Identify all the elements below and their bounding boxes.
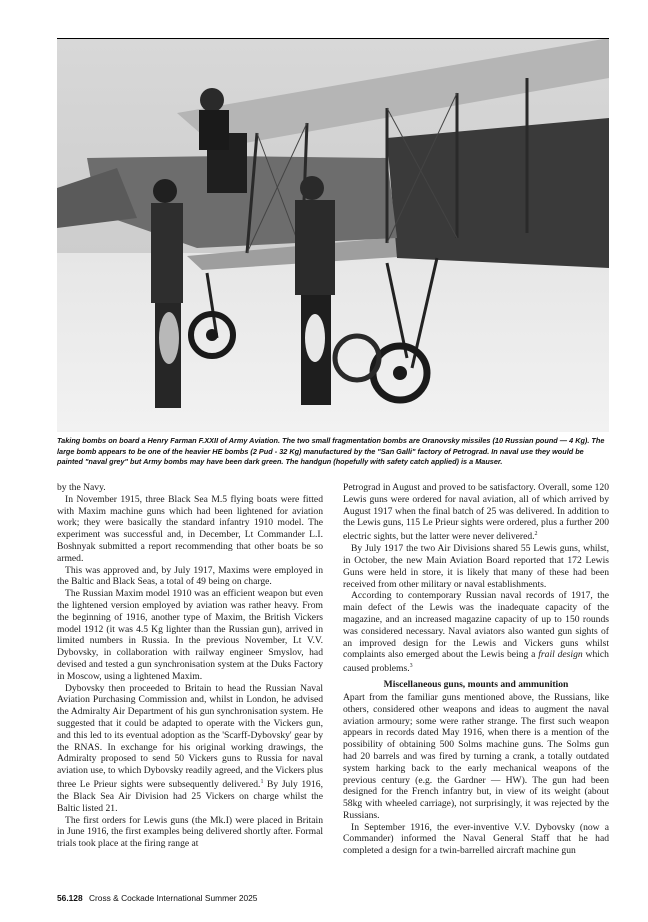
body-paragraph: The first orders for Lewis guns (the Mk.I) were placed in Britain in June 1916, the first examples being delivered shortly after. Formal trials took place at the firing range at xyxy=(57,814,323,850)
body-paragraph: by the Navy. xyxy=(57,482,106,493)
body-paragraph xyxy=(343,590,609,675)
paragraph-text: Dybovsky then proceeded to Britain to head the Russian Naval Aviation Purchasing Commission and, whilst in London, he advised the Admiralty Air Department of his gun synchronisation system. He suggested that it could be adapted to operate with the Vickers gun, and this led to its eventual adoption as the 'Scarff-Dybovsky' gear by the RNAS. In exchange for his original working drawings, the Admiralty proposed to send 50 Vickers guns to Russia for naval aviation use, to which Dybovsky readily agreed, and the Vickers plus three Le Prieur sights were subsequently delivered. xyxy=(57,682,323,791)
right-column xyxy=(343,482,609,857)
publication-title: Cross & Cockade International Summer 2025 xyxy=(88,893,258,903)
body-paragraph: By July 1917 the two Air Divisions shared 55 Lewis guns, whilst, in October, the new Main Aviation Board reported that 172 Lewis Guns were held in store, it is likely that many of these had been received from other military or naval establishments. xyxy=(343,543,609,590)
figure-caption: Taking bombs on board a Henry Farman F.XXII of Army Aviation. The two small fragmentation bombs are Oranovsky missiles (10 Russian pound — 4 Kg). The large bomb appears to be one of the heavier HE bombs (2 Pud - 32 Kg) manufactured by the "San Galli" factory of Petrograd. In naval use they would be painted "naval grey" but Army bombs may have been dark green. The handgun (hopefully with safety catch applied) is a Mauser. xyxy=(57,436,605,467)
footnote-marker: 3 xyxy=(409,663,413,670)
italic-phrase: frail design xyxy=(538,649,583,661)
historic-biplane-photo xyxy=(57,38,609,432)
body-paragraph: This was approved and, by July 1917, Maxims were employed in the Baltic and Black Seas, a total of 49 being on charge. xyxy=(57,564,323,588)
body-paragraph: In September 1916, the ever-inventive V.V. Dybovsky (now a Commander) informed the Naval General Staff that he had completed a design for a twin-barrelled aircraft machine gun xyxy=(343,821,609,857)
body-paragraph: Apart from the familiar guns mentioned above, the Russians, like others, considered other weapons and ideas to augment the naval aviation armoury; some were rather strange. The first such weapon appears in records dated May 1916, when there is a mention of the possibility of obtaining 500 Solms machine guns. The Solms gun had 20 barrels and was fired by turning a crank, a totally outdated system harking back to the early mechanical weapons of the previous century (e.g. the Gardner — HW). The gun had been designed for the French infantry but, in view of its weight (about 58kg with wheeled carriage), not surprisingly, it was rejected by the Russians. xyxy=(343,691,609,821)
paragraph-text: Petrograd in August and proved to be satisfactory. Overall, some 120 Lewis guns were ordered for naval aviation, all of which arrived by August 1917 when the final batch of 25 was delivered. In addition to the Lewis guns, 115 Le Prieur sights were ordered, plus a further 200 electric sights, but the latter were never delivered. xyxy=(343,482,609,543)
paragraph-text: By July 1916, the Black Sea Air Division had 25 Vickers on charge whilst the Baltic listed 21. xyxy=(57,779,323,814)
footnote-marker: 1 xyxy=(260,778,264,785)
footnote-marker: 2 xyxy=(534,531,538,538)
body-paragraph xyxy=(57,683,323,815)
left-column xyxy=(57,482,323,850)
paragraph-text: which caused problems. xyxy=(343,649,609,675)
body-paragraph: In November 1915, three Black Sea M.5 flying boats were fitted with Maxim machine guns which had been lightened for aviation work; they were basically the standard infantry 1910 model. The experiment was successful and, in December, Lt Commander L.I. Boshnyak submitted a report recommending that other boats be so armed. xyxy=(57,493,323,564)
body-paragraph xyxy=(343,482,609,543)
section-heading: Miscellaneous guns, mounts and ammunition xyxy=(383,679,569,691)
page-number: 56.128 xyxy=(57,893,83,903)
paragraph-text: According to contemporary Russian naval records of 1917, the main defect of the Lewis was the inadequate capacity of the magazine, and an increased magazine capacity of up to 150 rounds was considered necessary. Naval aviators also wanted gun sights of an improved design for the Lewis and Vickers guns whilst complaints also emerged about the Lewis being a xyxy=(343,590,609,661)
body-paragraph: The Russian Maxim model 1910 was an efficient weapon but even the lightened version employed by aviation was rather heavy. From the beginning of 1916, another type of Maxim, the British Vickers model 1912 (it was 4.5 Kg lighter than the Russian gun), arrived in limited numbers in Russia. In the previous November, Lt V.V. Dybovsky, in collaboration with railway engineer Smyslov, had devised and tested a gun synchronisation system at the Duks Factory in Moscow, using a lightened Maxim. xyxy=(57,588,323,682)
photo-illustration xyxy=(57,38,609,432)
page-footer xyxy=(57,893,257,903)
